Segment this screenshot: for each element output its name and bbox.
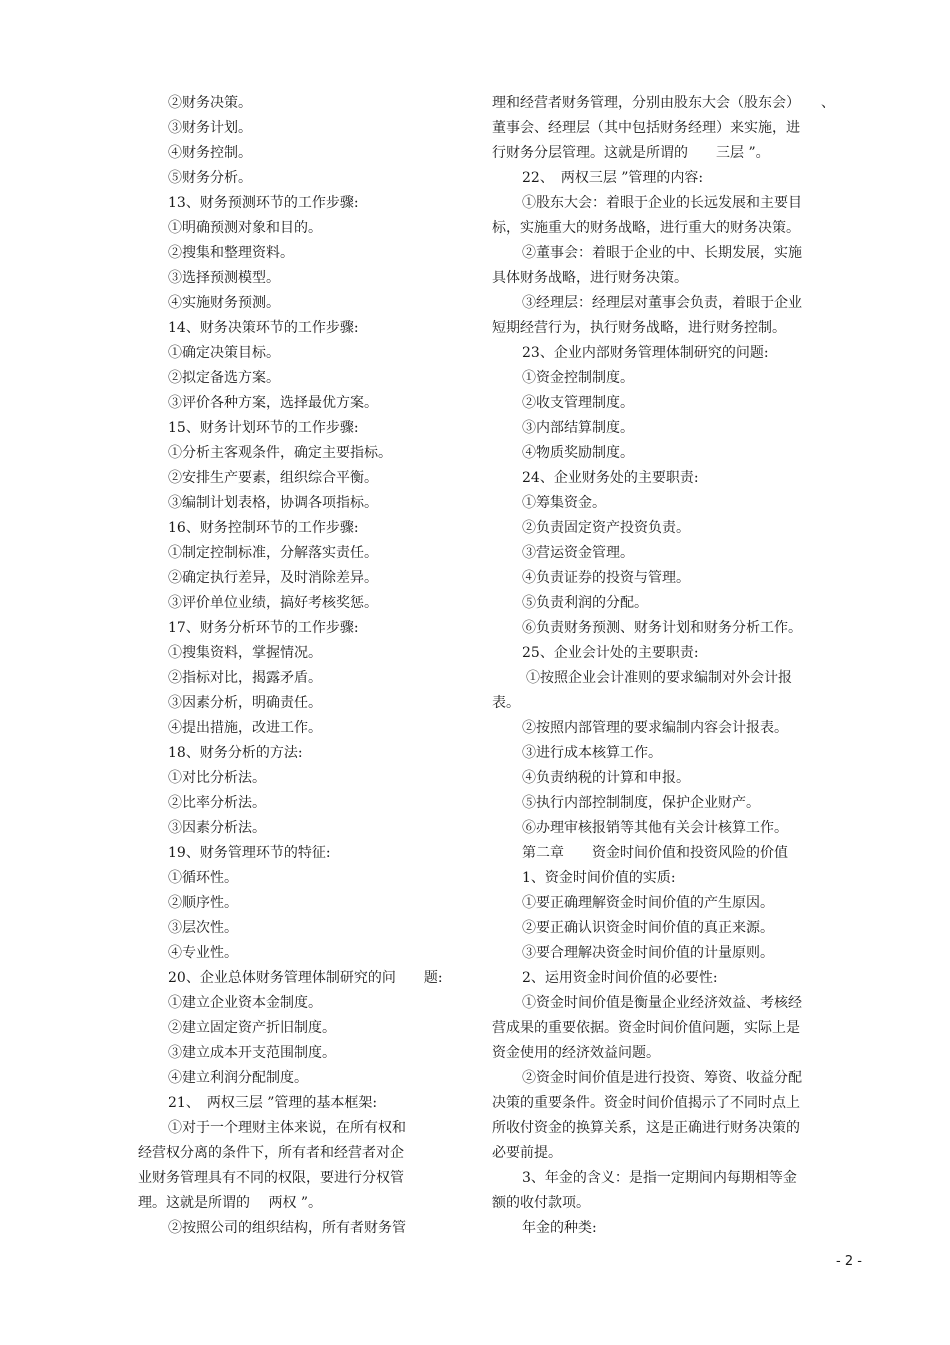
- text-line: 额的收付款项。: [492, 1195, 590, 1211]
- text-line: 19、财务管理环节的特征:: [168, 845, 331, 861]
- text-line: ④实施财务预测。: [168, 295, 280, 311]
- text-line: 13、财务预测环节的工作步骤:: [168, 195, 359, 211]
- text-line: ②收支管理制度。: [522, 395, 634, 411]
- text-line: ②按照内部管理的要求编制内容会计报表。: [522, 720, 788, 736]
- text-line: 23、企业内部财务管理体制研究的问题:: [522, 345, 769, 361]
- text-line: ②要正确认识资金时间价值的真正来源。: [522, 920, 774, 936]
- text-line: ②比率分析法。: [168, 795, 266, 811]
- text-line: ②建立固定资产折旧制度。: [168, 1020, 336, 1036]
- text-line: ③进行成本核算工作。: [522, 745, 662, 761]
- text-line: 3、年金的含义：是指一定期间内每期相等金: [522, 1170, 797, 1186]
- text-line: 2、运用资金时间价值的必要性:: [522, 970, 718, 986]
- text-line: ①对于一个理财主体来说，在所有权和: [168, 1120, 406, 1136]
- text-line: ②财务决策。: [168, 95, 252, 111]
- text-line: ①股东大会：着眼于企业的长远发展和主要目: [522, 195, 802, 211]
- text-line: ③内部结算制度。: [522, 420, 634, 436]
- text-line: ④专业性。: [168, 945, 238, 961]
- text-line: ①制定控制标准，分解落实责任。: [168, 545, 378, 561]
- text-line: ②董事会：着眼于企业的中、长期发展，实施: [522, 245, 802, 261]
- text-line: ②安排生产要素，组织综合平衡。: [168, 470, 378, 486]
- text-line: ①资金时间价值是衡量企业经济效益、考核经: [522, 995, 802, 1011]
- text-line: ③编制计划表格，协调各项指标。: [168, 495, 378, 511]
- left-column: [138, 91, 443, 1241]
- text-line: 14、财务决策环节的工作步骤:: [168, 320, 359, 336]
- text-line: ③评价各种方案，选择最优方案。: [168, 395, 378, 411]
- text-line: ①明确预测对象和目的。: [168, 220, 322, 236]
- text-line: 行财务分层管理。这就是所谓的 三层 ”。: [492, 145, 770, 161]
- text-line: ③层次性。: [168, 920, 238, 936]
- text-line: 经营权分离的条件下，所有者和经营者对企: [138, 1145, 404, 1161]
- text-line: 1、资金时间价值的实质:: [522, 870, 676, 886]
- text-line: 决策的重要条件。资金时间价值揭示了不同时点上: [492, 1095, 800, 1111]
- text-line: ③经理层：经理层对董事会负责，着眼于企业: [522, 295, 802, 311]
- text-line: 标，实施重大的财务战略，进行重大的财务决策。: [492, 220, 800, 236]
- text-line: 25、企业会计处的主要职责:: [522, 645, 699, 661]
- text-line: 必要前提。: [492, 1145, 562, 1161]
- text-line: 理。这就是所谓的 两权 ”。: [138, 1195, 323, 1211]
- page-number: - 2 -: [836, 1254, 862, 1269]
- text-line: ①对比分析法。: [168, 770, 266, 786]
- text-line: ②指标对比，揭露矛盾。: [168, 670, 322, 686]
- text-line: ①要正确理解资金时间价值的产生原因。: [522, 895, 774, 911]
- text-line: ③评价单位业绩，搞好考核奖惩。: [168, 595, 378, 611]
- text-line: ①建立企业资本金制度。: [168, 995, 322, 1011]
- text-line: ③因素分析法。: [168, 820, 266, 836]
- right-column: [492, 91, 835, 1241]
- text-line: 21、 两权三层 ”管理的基本框架:: [168, 1095, 378, 1111]
- text-line: ③营运资金管理。: [522, 545, 634, 561]
- text-line: 22、 两权三层 ”管理的内容:: [522, 170, 704, 186]
- text-line: ④负责证券的投资与管理。: [522, 570, 690, 586]
- text-line: ④提出措施，改进工作。: [168, 720, 322, 736]
- text-line: ①分析主客观条件，确定主要指标。: [168, 445, 392, 461]
- text-line: ④负责纳税的计算和申报。: [522, 770, 690, 786]
- text-line: 17、财务分析环节的工作步骤:: [168, 620, 359, 636]
- text-line: ④物质奖励制度。: [522, 445, 634, 461]
- text-line: ⑤负责利润的分配。: [522, 595, 648, 611]
- text-line: ①按照企业会计准则的要求编制对外会计报: [526, 670, 792, 686]
- text-line: ③因素分析，明确责任。: [168, 695, 322, 711]
- text-line: ①搜集资料，掌握情况。: [168, 645, 322, 661]
- text-line: ④建立利润分配制度。: [168, 1070, 308, 1086]
- text-line: ②搜集和整理资料。: [168, 245, 294, 261]
- text-line: 理和经营者财务管理，分别由股东大会（股东会） 、: [492, 95, 835, 111]
- text-line: ⑥负责财务预测、财务计划和财务分析工作。: [522, 620, 802, 636]
- text-line: 20、企业总体财务管理体制研究的问 题:: [168, 970, 443, 986]
- text-line: ④财务控制。: [168, 145, 252, 161]
- text-line: 资金使用的经济效益问题。: [492, 1045, 660, 1061]
- text-line: 董事会、经理层（其中包括财务经理）来实施，进: [492, 120, 800, 136]
- text-line: ①确定决策目标。: [168, 345, 280, 361]
- text-line: ①筹集资金。: [522, 495, 606, 511]
- text-line: 第二章 资金时间价值和投资风险的价值: [522, 845, 788, 861]
- text-line: ⑤执行内部控制制度，保护企业财产。: [522, 795, 760, 811]
- text-line: 18、财务分析的方法:: [168, 745, 303, 761]
- text-line: 所收付资金的换算关系，这是正确进行财务决策的: [492, 1120, 800, 1136]
- text-line: 16、财务控制环节的工作步骤:: [168, 520, 359, 536]
- text-line: ②资金时间价值是进行投资、筹资、收益分配: [522, 1070, 802, 1086]
- text-line: ②负责固定资产投资负责。: [522, 520, 690, 536]
- text-line: ②顺序性。: [168, 895, 238, 911]
- text-line: ②拟定备选方案。: [168, 370, 280, 386]
- text-line: 业财务管理具有不同的权限，要进行分权管: [138, 1170, 404, 1186]
- text-line: 15、财务计划环节的工作步骤:: [168, 420, 359, 436]
- text-line: 24、企业财务处的主要职责:: [522, 470, 699, 486]
- text-line: 营成果的重要依据。资金时间价值问题，实际上是: [492, 1020, 800, 1036]
- text-line: ①循环性。: [168, 870, 238, 886]
- text-line: ①资金控制制度。: [522, 370, 634, 386]
- text-line: ③选择预测模型。: [168, 270, 280, 286]
- text-line: ③财务计划。: [168, 120, 252, 136]
- text-line: ②确定执行差异，及时消除差异。: [168, 570, 378, 586]
- text-line: ⑥办理审核报销等其他有关会计核算工作。: [522, 820, 788, 836]
- text-line: 短期经营行为，执行财务战略，进行财务控制。: [492, 320, 786, 336]
- text-line: ②按照公司的组织结构，所有者财务管: [168, 1220, 406, 1236]
- text-line: ③建立成本开支范围制度。: [168, 1045, 336, 1061]
- text-line: ③要合理解决资金时间价值的计量原则。: [522, 945, 774, 961]
- text-line: 具体财务战略，进行财务决策。: [492, 270, 688, 286]
- text-line: 年金的种类:: [522, 1220, 597, 1236]
- text-line: ⑤财务分析。: [168, 170, 252, 186]
- text-line: 表。: [492, 695, 520, 711]
